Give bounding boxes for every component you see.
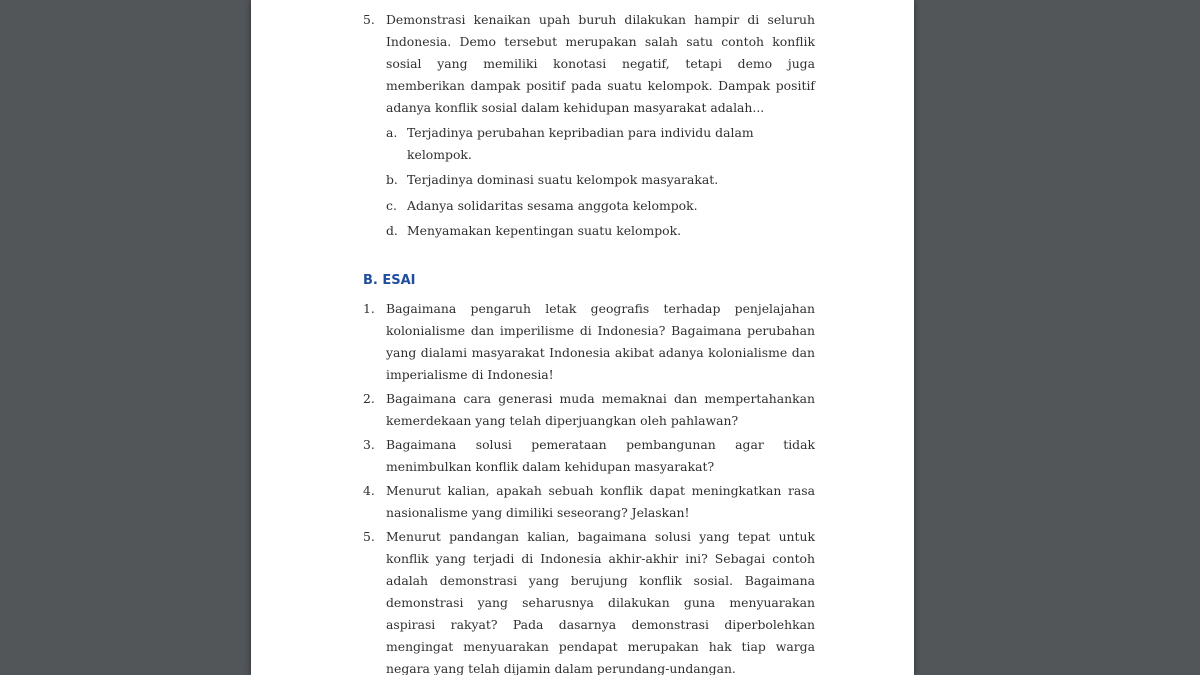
question-number: 2. <box>363 390 375 406</box>
question-text: Bagaimana cara generasi muda memaknai dan mempertahankan kemerdekaan yang telah diperjuangkan oleh pahlawan? <box>386 390 815 428</box>
option-text: Terjadinya perubahan kepribadian para individu dalam kelompok. <box>407 125 754 162</box>
option-b <box>363 169 815 191</box>
question-text: Bagaimana pengaruh letak geografis terhadap penjelajahan kolonialisme dan imperilisme di Indonesia? Bagaimana perubahan yang dialami masyarakat Indonesia akibat adanya kolonialisme dan imperialisme di Indonesia! <box>386 300 815 382</box>
option-a <box>363 122 815 166</box>
option-text: Adanya solidaritas sesama anggota kelompok. <box>407 197 698 213</box>
option-c <box>363 195 815 217</box>
essay-question-4 <box>363 480 815 524</box>
question-text: Bagaimana solusi pemerataan pembangunan agar tidak menimbulkan konflik dalam kehidupan masyarakat? <box>386 436 815 474</box>
question-text: Menurut kalian, apakah sebuah konflik dapat meningkatkan rasa nasionalisme yang dimiliki seseorang? Jelaskan! <box>386 482 815 520</box>
question-text: Demonstrasi kenaikan upah buruh dilakukan hampir di seluruh Indonesia. Demo tersebut merupakan salah satu contoh konflik sosial yang memiliki konotasi negatif, tetapi demo juga memberikan dampak positif pada suatu kelompok. Dampak positif adanya konflik sosial dalam kehidupan masyarakat adalah... <box>386 12 815 115</box>
answer-options <box>363 122 815 242</box>
essay-question-5 <box>363 526 815 675</box>
option-text: Terjadinya dominasi suatu kelompok masyarakat. <box>407 172 719 188</box>
option-letter: d. <box>386 222 398 238</box>
essay-questions <box>363 298 815 675</box>
question-text: Menurut pandangan kalian, bagaimana solusi yang tepat untuk konflik yang terjadi di Indonesia akhir-akhir ini? Sebagai contoh adalah demonstrasi yang berujung konflik sosial. Bagaimana demonstrasi yang seharusnya dilakukan guna menyuarakan aspirasi rakyat? Pada dasarnya demonstrasi diperbolehkan mengingat menyuarakan pendapat merupakan hak tiap warga negara yang telah dijamin dalam perundang-undangan. <box>386 528 815 675</box>
essay-question-1 <box>363 298 815 386</box>
question-number: 1. <box>363 300 375 316</box>
question-number: 4. <box>363 482 375 498</box>
option-text: Menyamakan kepentingan suatu kelompok. <box>407 222 682 238</box>
question-number: 5. <box>363 528 375 544</box>
mc-question-5 <box>363 9 815 119</box>
essay-question-3 <box>363 434 815 478</box>
question-number: 3. <box>363 436 375 452</box>
option-letter: c. <box>386 197 397 213</box>
section-title-essay: B. ESAI <box>363 272 416 288</box>
option-d <box>363 220 815 242</box>
page-content <box>363 9 815 675</box>
question-number: 5. <box>363 12 375 27</box>
option-letter: a. <box>386 125 398 140</box>
document-page <box>251 0 914 675</box>
option-letter: b. <box>386 172 398 188</box>
essay-question-2 <box>363 388 815 432</box>
